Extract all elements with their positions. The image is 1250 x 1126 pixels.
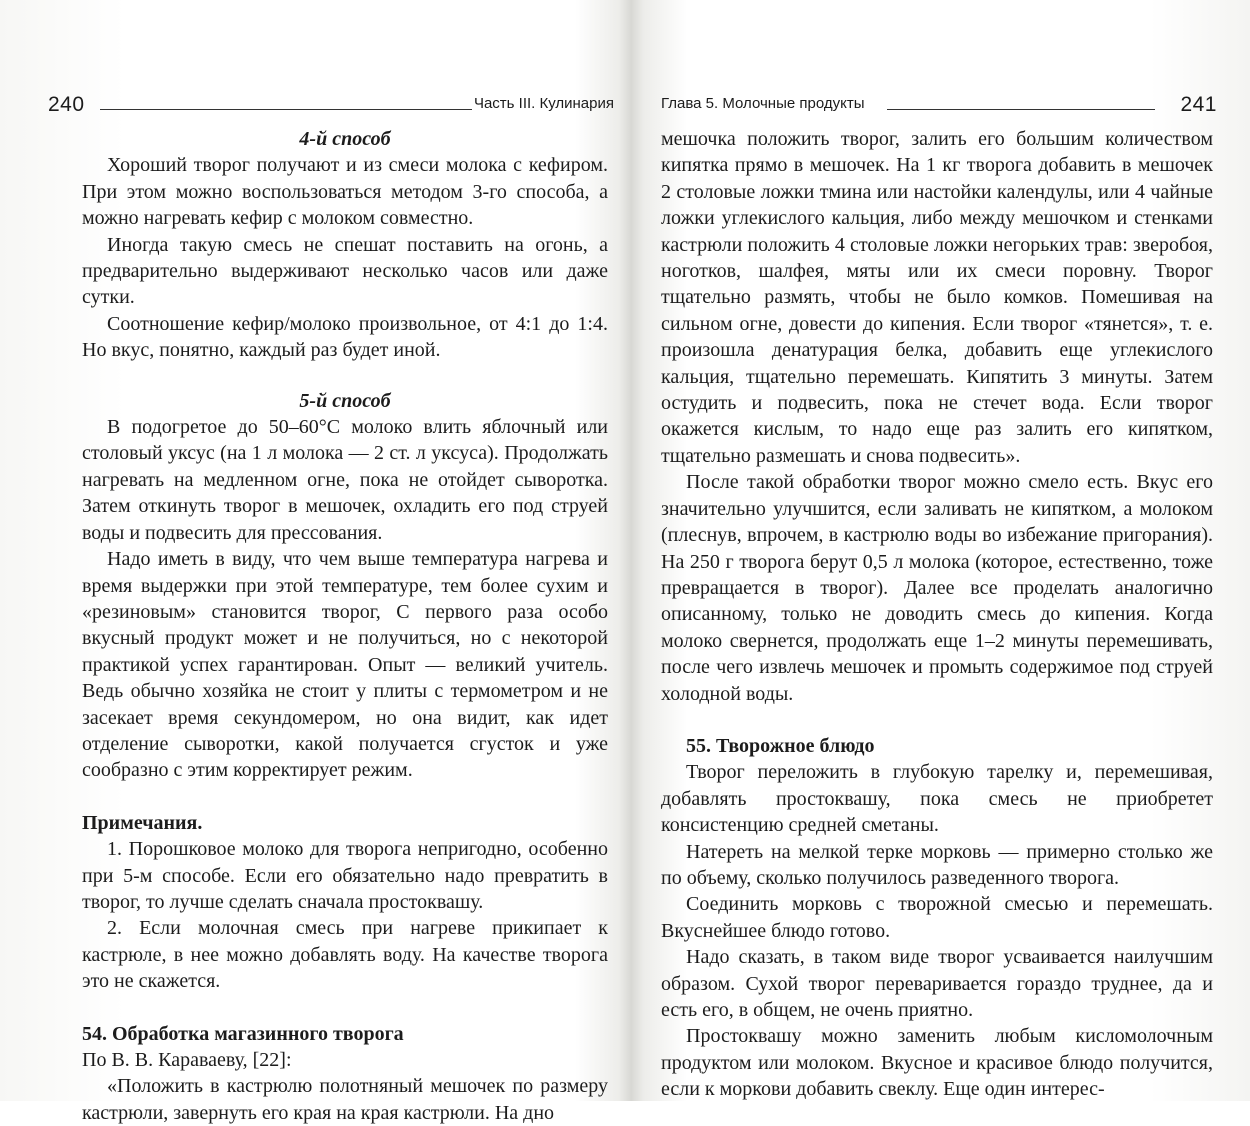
paragraph: Надо иметь в виду, что чем выше температура нагрева и время выдержки при этой температуре, тем более сухим и «резиновым» становится творог, С первого раза особо вкусный продукт может и не получиться, но с некоторой практикой успех гарантирован. Опыт — великий учитель. Ведь обычно хозяйка не стоит у плиты с термометром и не засекает время секундомером, но она видит, как идет отделение сыворотки, какой получается сгусток и уже сообразно с этим корректирует режим. xyxy=(82,548,608,782)
right-page xyxy=(625,0,1250,1101)
paragraph: После такой обработки творог можно смело есть. Вкус его значительно улучшится, если заливать не кипятком, а молоком (плеснув, впрочем, в кастрюлю воды во избежание пригорания). На 250 г творога берут 0,5 л молока (которое, естественно, тоже превращается в творог). Далее все проделать аналогично описанному, только не доводить смесь до кипения. Когда молоко свернется, продолжать еще 1–2 минуты перемешивать, после чего извлечь мешочек и промыть содержимое под струей холодной воды. xyxy=(661,471,1213,705)
note-item: 2. Если молочная смесь при нагреве прикипает к кастрюле, в нее можно добавлять воду. На качестве творога это не скажется. xyxy=(82,917,608,993)
section-54-heading: 54. Обработка магазинного творога xyxy=(82,1022,404,1045)
section-54-source: По В. В. Караваеву, [22]: xyxy=(82,1049,292,1071)
page-number-right: 241 xyxy=(1180,93,1217,116)
paragraph: Простоквашу можно заменить любым кисломолочным продуктом или молоком. Вкусное и красивое блюдо получится, если к моркови добавить свеклу. Еще один интерес- xyxy=(661,1025,1213,1101)
running-head-chapter-title: Глава 5. Молочные продукты xyxy=(661,95,865,112)
section-55-heading: 55. Творожное блюдо xyxy=(686,734,875,757)
header-rule-left xyxy=(100,109,472,110)
notes-heading: Примечания. xyxy=(82,811,203,834)
running-head-part-title: Часть III. Кулинария xyxy=(473,95,614,112)
paragraph: Хороший творог получают и из смеси молока с кефиром. При этом можно воспользоваться методом 3-го способа, а можно нагревать кефир с молоком совместно. xyxy=(82,154,608,230)
section-54-quote-start: «Положить в кастрюлю полотняный мешочек по размеру кастрюли, завернуть его края на края кастрюли. На дно xyxy=(82,1075,608,1124)
left-page xyxy=(0,0,625,1124)
page-number-left: 240 xyxy=(48,93,85,116)
paragraph: Иногда такую смесь не спешат поставить на огонь, а предварительно выдерживают несколько часов или даже сутки. xyxy=(82,233,608,309)
method-4-heading: 4-й способ xyxy=(299,128,391,150)
paragraph: Натереть на мелкой терке морковь — примерно столько же по объему, сколько получилось разведенного творога. xyxy=(661,840,1213,889)
header-rule-right xyxy=(887,109,1155,110)
left-page-text xyxy=(82,126,608,1126)
method-5-heading: 5-й способ xyxy=(299,389,391,412)
right-page-text xyxy=(661,126,1213,1103)
paragraph: Надо сказать, в таком виде творог усваивается наилучшим образом. Сухой творог переваривается гораздо труднее, да и есть его, в общем, не очень приятно. xyxy=(661,946,1213,1021)
right-running-head xyxy=(661,92,1217,120)
paragraph: В подогретое до 50–60°С молоко влить яблочный или столовый уксус (на 1 л молока — 2 ст. л уксуса). Продолжать нагревать на медленном огне, пока не отойдет сыворотка. Затем откинуть творог в мешочек, охладить его под струей воды и подвесить для прессования. xyxy=(82,416,608,544)
note-item: 1. Порошковое молоко для творога непригодно, особенно при 5-м способе. Если его обязательно надо превратить в творог, то лучше сделать сначала простоквашу. xyxy=(82,838,608,913)
quote-continuation: мешочка положить творог, залить его большим количеством кипятка прямо в мешочек. На 1 кг творога добавить в мешочек 2 столовые ложки тмина или настойки календулы, или 4 чайные ложки углекислого кальция, либо между мешочком и стенками кастрюли положить 4 столовые ложки негорьких трав: зверобоя, ноготков, шалфея, мяты или их смеси поровну. Творог тщательно размять, чтобы не было комков. Помешивая на сильном огне, довести до кипения. Если творог «тянется», т. е. произошла денатурация белка, добавить еще углекислого кальция, тщательно перемешать. Кипятить 3 минуты. Затем остудить и подвесить, пока не стечет вода. Если творог окажется кислым, то надо еще раз залить его кипятком, тщательно размешать и снова подвесить». xyxy=(661,128,1213,467)
paragraph: Соотношение кефир/молоко произвольное, от 4:1 до 1:4. Но вкус, понятно, каждый раз будет иной. xyxy=(82,312,608,362)
paragraph: Соединить морковь с творожной смесью и перемешать. Вкуснейшее блюдо готово. xyxy=(661,893,1213,942)
paragraph: Творог переложить в глубокую тарелку и, перемешивая, добавлять простоквашу, пока смесь не приобретет консистенцию средней сметаны. xyxy=(661,761,1213,837)
left-running-head xyxy=(48,92,614,120)
